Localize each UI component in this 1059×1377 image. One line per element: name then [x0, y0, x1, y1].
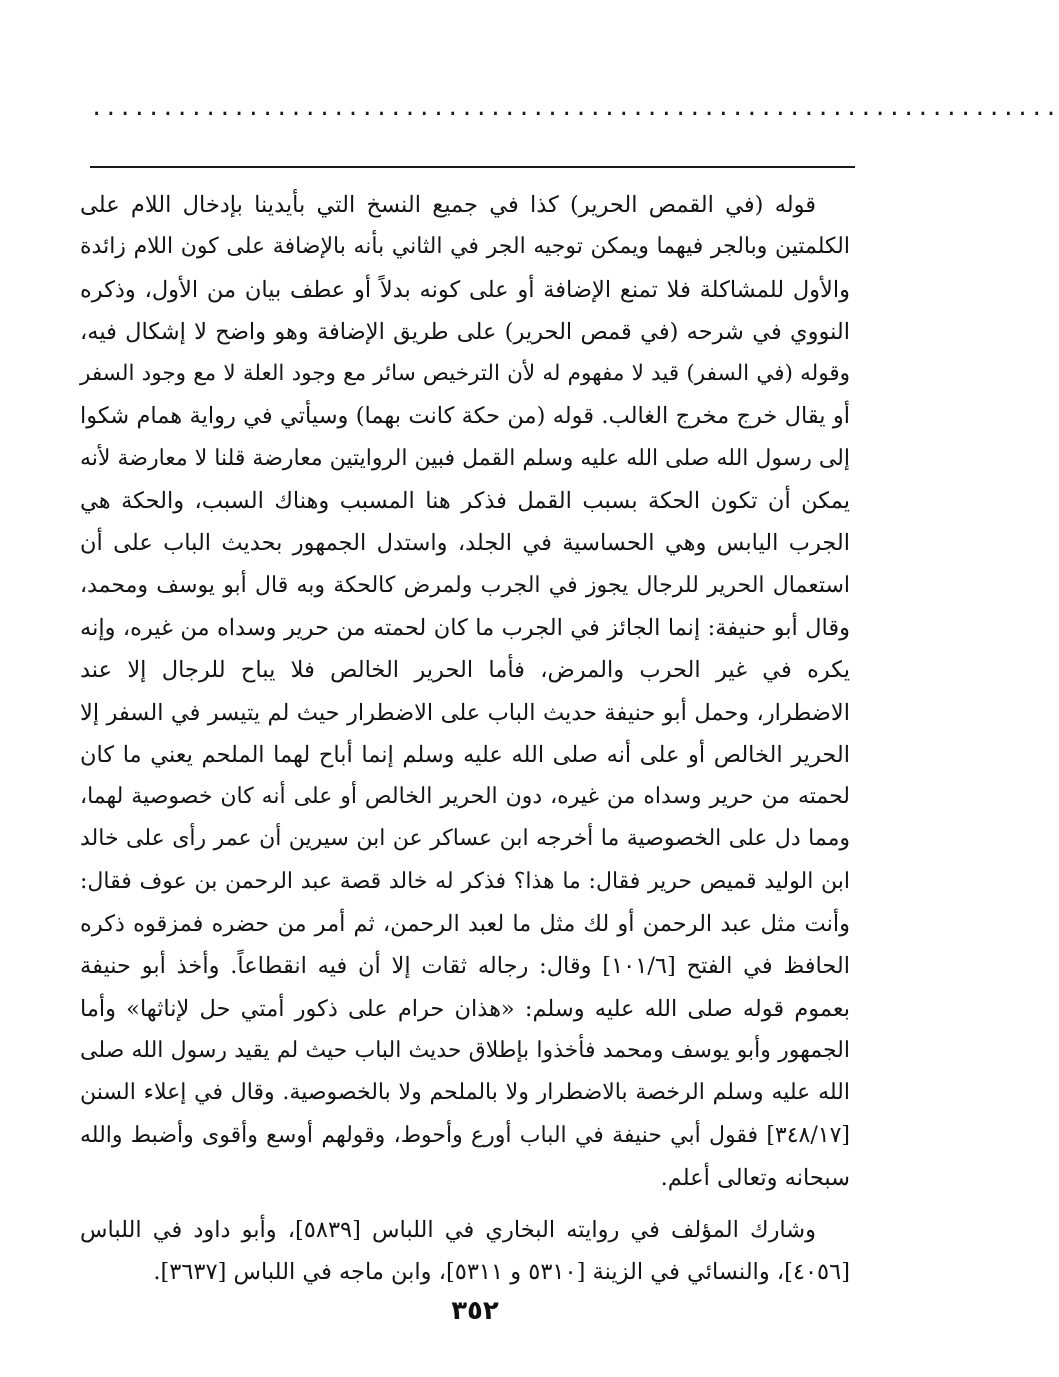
- paragraph-references: [80, 1209, 850, 1294]
- text-line: الجمهور وأبو يوسف ومحمد فأخذوا بإطلاق حديث الباب حيث لم يقيد رسول الله صلى: [80, 1037, 850, 1063]
- text-line: وأنت مثل عبد الرحمن أو لك مثل ما لعبد الرحمن، ثم أمر من حضره فمزقوه ذكره: [80, 911, 850, 938]
- text-line: الكلمتين وبالجر فيهما ويمكن توجيه الجر في الثاني بأنه بالإضافة على كون اللام زائدة: [80, 234, 850, 260]
- text-line: الجرب اليابس وهي الحساسية في الجلد، واستدل الجمهور بحديث الباب على أن: [80, 530, 850, 557]
- text-line: الاضطرار، وحمل أبو حنيفة حديث الباب على الاضطرار حيث لم يتيسر في السفر إلا: [80, 699, 850, 726]
- text-line: الله عليه وسلم الرخصة بالاضطرار ولا بالملحم ولا بالخصوصية. وقال في إعلاء السنن: [80, 1080, 850, 1106]
- text-line: [٣٤٨/١٧] فقول أبي حنيفة في الباب أورع وأحوط، وقولهم أوسع وأقوى وأضبط والله: [80, 1122, 850, 1148]
- text-line: أو يقال خرج مخرج الغالب. قوله (من حكة كانت بهما) وسيأتي في رواية همام شكوا: [80, 403, 850, 430]
- text-line: لحمته من حرير وسداه من غيره، دون الحرير الخالص أو على أنه كان خصوصية لهما،: [80, 784, 850, 810]
- text-line: بعموم قوله صلى الله عليه وسلم: «هذان حرام على ذكور أمتي حل لإناثها» وأما: [80, 995, 850, 1022]
- text-line: وشارك المؤلف في روايته البخاري في اللباس [٥٨٣٩]، وأبو داود في اللباس: [80, 1217, 817, 1244]
- paragraph-commentary: [80, 184, 850, 1199]
- text-line: وقال أبو حنيفة: إنما الجائز في الجرب ما كان لحمته من حرير وسداه من غيره، وإنه: [80, 614, 850, 641]
- text-line: وقوله (في السفر) قيد لا مفهوم له لأن الترخيص سائر مع وجود العلة لا مع وجود السفر: [80, 361, 850, 387]
- dotted-separator: ....................................................................: [90, 96, 1059, 121]
- text-line: الحرير الخالص أو على أنه صلى الله عليه وسلم إنما أباح لهما الملحم يعني ما كان: [80, 741, 850, 768]
- commentary-text: [80, 184, 850, 1294]
- footnote-rule: [90, 166, 855, 168]
- text-line: يكره في غير الحرب والمرض، فأما الحرير الخالص فلا يباح للرجال إلا عند: [80, 657, 850, 684]
- text-line: قوله (في القمص الحرير) كذا في جميع النسخ التي بأيدينا بإدخال اللام على: [80, 192, 816, 218]
- text-line: [٤٠٥٦]، والنسائي في الزينة [٥٣١٠ و ٥٣١١]، وابن ماجه في اللباس [٣٦٣٧].: [153, 1259, 850, 1286]
- text-line: ابن الوليد قميص حرير فقال: ما هذا؟ فذكر له خالد قصة عبد الرحمن بن عوف فقال:: [80, 868, 850, 894]
- page-number: ٣٥٢: [451, 1296, 499, 1326]
- text-line: ومما دل على الخصوصية ما أخرجه ابن عساكر عن ابن سيرين أن عمر رأى على خالد: [80, 826, 850, 852]
- text-line: يمكن أن تكون الحكة بسبب القمل فذكر هنا المسبب وهناك السبب، والحكة هي: [80, 488, 850, 515]
- text-line: والأول للمشاكلة فلا تمنع الإضافة أو على كونه بدلاً أو عطف بيان من الأول، وذكره: [80, 276, 850, 303]
- text-line: سبحانه وتعالى أعلم.: [660, 1164, 850, 1191]
- text-line: استعمال الحرير للرجال يجوز في الجرب ولمرض كالحكة وبه قال أبو يوسف ومحمد،: [80, 572, 850, 598]
- text-line: إلى رسول الله صلى الله عليه وسلم القمل فبين الروايتين معارضة قلنا لا معارضة لأنه: [80, 445, 850, 471]
- text-line: النووي في شرحه (في قمص الحرير) على طريق الإضافة وهو واضح لا إشكال فيه،: [80, 318, 850, 345]
- text-line: الحافظ في الفتح [١٠١/٦] وقال: رجاله ثقات إلا أن فيه انقطاعاً. وأخذ أبو حنيفة: [80, 953, 850, 980]
